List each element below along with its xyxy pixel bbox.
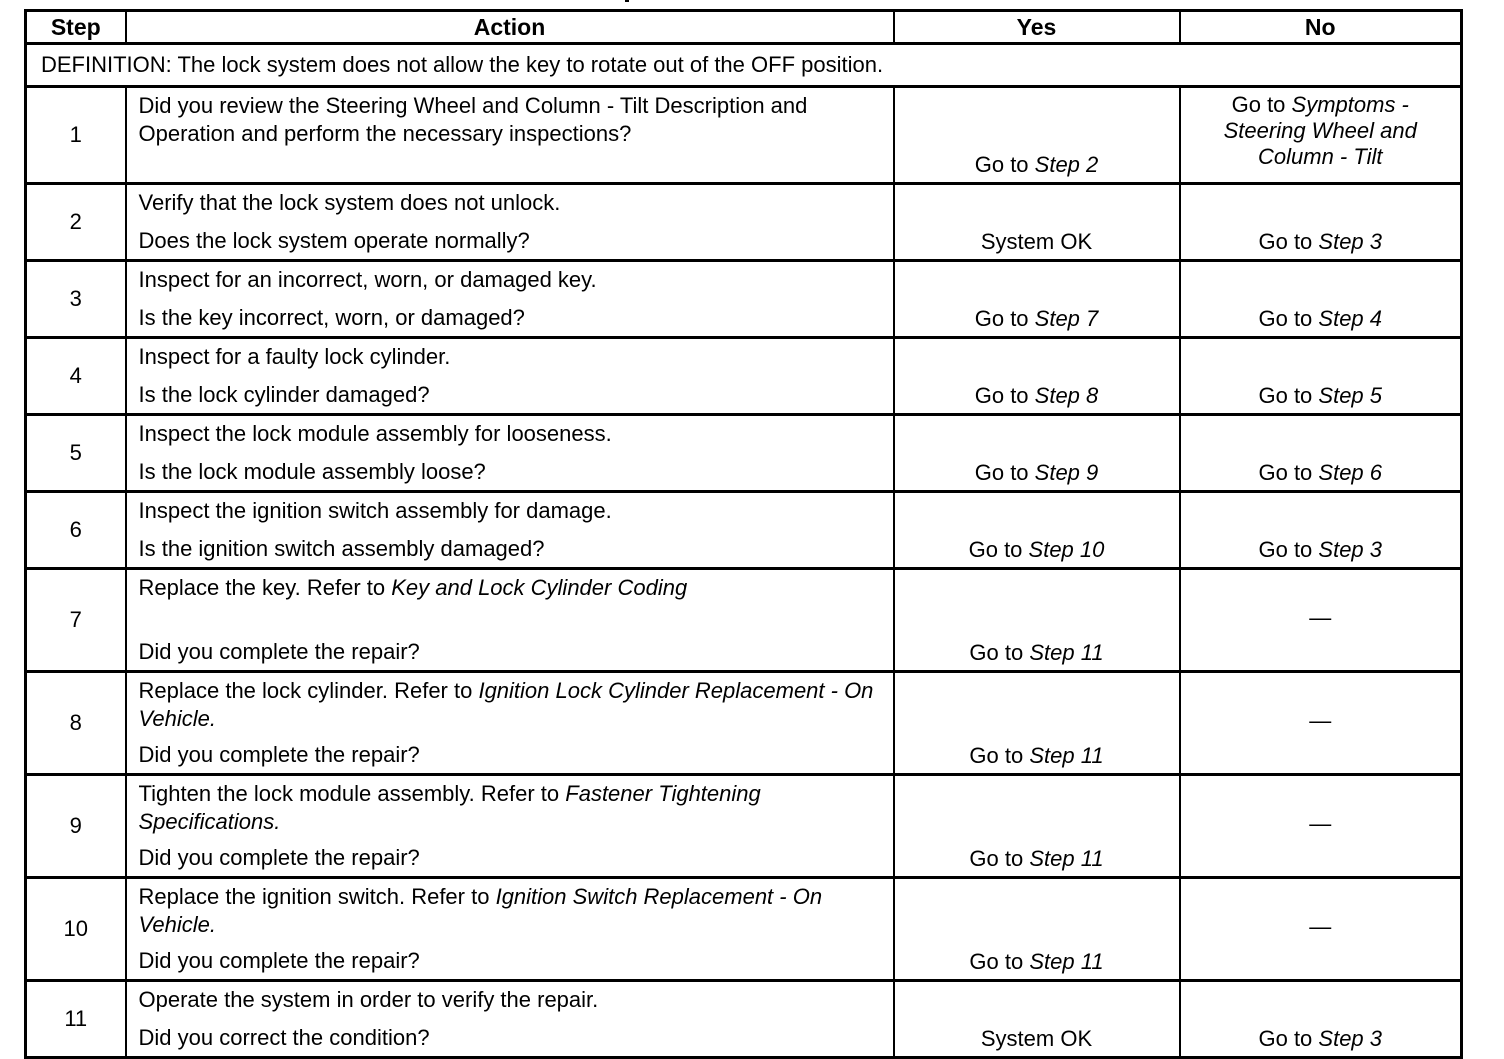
action-cell xyxy=(126,492,894,569)
yes-text: System OK xyxy=(980,1026,1093,1051)
step-number: 2 xyxy=(26,184,126,261)
action-cell xyxy=(126,338,894,415)
action-instruction: Verify that the lock system does not unlock. xyxy=(138,190,561,215)
step-number: 8 xyxy=(26,672,126,775)
no-dash: — xyxy=(1309,914,1332,939)
action-suffix: . xyxy=(274,809,281,834)
no-cell xyxy=(1180,981,1462,1058)
step-number: 4 xyxy=(26,338,126,415)
no-symptoms-link[interactable]: Symptoms - Steering Wheel and Column - Tilt xyxy=(1223,92,1417,169)
action-instruction xyxy=(139,677,881,733)
action-cell xyxy=(126,569,894,672)
no-cell xyxy=(1180,492,1462,569)
action-suffix: . xyxy=(209,706,216,731)
no-cell xyxy=(1180,878,1462,981)
yes-prefix: Go to xyxy=(969,949,1030,974)
no-prefix: Go to xyxy=(1258,306,1319,331)
action-cell xyxy=(126,184,894,261)
yes-cell xyxy=(894,415,1180,492)
scan-mark xyxy=(625,0,629,2)
table-row xyxy=(26,261,1462,338)
step-number: 1 xyxy=(26,87,126,184)
no-cell xyxy=(1180,87,1462,184)
action-instruction: Inspect the ignition switch assembly for damage. xyxy=(138,498,612,523)
header-step: Step xyxy=(26,11,126,44)
yes-prefix: Go to xyxy=(969,743,1030,768)
step-number: 6 xyxy=(26,492,126,569)
no-step-link[interactable]: Step 3 xyxy=(1318,229,1383,254)
no-step-link[interactable]: Step 4 xyxy=(1318,306,1383,331)
yes-cell xyxy=(894,672,1180,775)
table-row xyxy=(26,338,1462,415)
no-step-link[interactable]: Step 3 xyxy=(1318,1026,1383,1051)
no-prefix: Go to xyxy=(1258,460,1319,485)
definition-row xyxy=(26,44,1462,87)
yes-prefix: Go to xyxy=(974,383,1035,408)
yes-prefix: Go to xyxy=(968,537,1029,562)
yes-step-link[interactable]: Step 11 xyxy=(1029,640,1104,665)
table-row xyxy=(26,672,1462,775)
action-cell xyxy=(126,415,894,492)
no-prefix: Go to xyxy=(1258,537,1319,562)
yes-text: System OK xyxy=(980,229,1093,254)
action-instruction xyxy=(139,574,881,602)
no-dash: — xyxy=(1309,708,1332,733)
yes-prefix: Go to xyxy=(974,152,1035,177)
yes-step-link[interactable]: Step 9 xyxy=(1034,460,1099,485)
no-step-link[interactable]: Step 6 xyxy=(1318,460,1383,485)
yes-cell xyxy=(894,87,1180,184)
action-prefix: Replace the lock cylinder. Refer to xyxy=(138,678,479,703)
action-question: Is the lock module assembly loose? xyxy=(138,459,486,484)
yes-cell xyxy=(894,775,1180,878)
header-row xyxy=(26,11,1462,44)
action-cell xyxy=(126,775,894,878)
table-row xyxy=(26,415,1462,492)
step-number: 3 xyxy=(26,261,126,338)
yes-prefix: Go to xyxy=(974,306,1035,331)
action-question: Is the key incorrect, worn, or damaged? xyxy=(138,305,525,330)
table-row xyxy=(26,569,1462,672)
action-prefix: Tighten the lock module assembly. Refer to xyxy=(138,781,566,806)
action-cell xyxy=(126,981,894,1058)
action-question: Did you complete the repair? xyxy=(138,742,420,767)
action-reference-link[interactable]: Key and Lock Cylinder Coding xyxy=(391,575,688,600)
action-question: Does the lock system operate normally? xyxy=(138,228,530,253)
action-cell xyxy=(126,87,894,184)
action-reference-link[interactable]: Fastener Tightening Specifications xyxy=(138,781,761,834)
yes-cell xyxy=(894,184,1180,261)
yes-step-link[interactable]: Step 11 xyxy=(1029,846,1104,871)
yes-cell xyxy=(894,569,1180,672)
no-dash: — xyxy=(1309,605,1332,630)
definition-text: DEFINITION: The lock system does not allow the key to rotate out of the OFF position. xyxy=(26,44,1462,87)
action-prefix: Replace the ignition switch. Refer to xyxy=(138,884,496,909)
action-cell xyxy=(126,878,894,981)
step-number: 9 xyxy=(26,775,126,878)
diagnostic-table xyxy=(24,9,1463,1059)
yes-prefix: Go to xyxy=(969,640,1030,665)
no-prefix: Go to xyxy=(1258,383,1319,408)
no-cell xyxy=(1180,569,1462,672)
no-step-link[interactable]: Step 5 xyxy=(1318,383,1383,408)
action-question: Is the lock cylinder damaged? xyxy=(138,382,430,407)
yes-step-link[interactable]: Step 10 xyxy=(1028,537,1105,562)
action-reference-link[interactable]: Ignition Lock Cylinder Replacement - On Vehicle xyxy=(138,678,874,731)
step-number: 11 xyxy=(26,981,126,1058)
action-question: Is the ignition switch assembly damaged? xyxy=(138,536,545,561)
yes-cell xyxy=(894,878,1180,981)
action-instruction: Inspect for a faulty lock cylinder. xyxy=(138,344,451,369)
table-row xyxy=(26,981,1462,1058)
action-instruction xyxy=(139,780,881,836)
yes-cell xyxy=(894,492,1180,569)
action-instruction: Inspect the lock module assembly for looseness. xyxy=(138,421,612,446)
step-number: 10 xyxy=(26,878,126,981)
yes-step-link[interactable]: Step 11 xyxy=(1029,743,1104,768)
table-row xyxy=(26,87,1462,184)
step-number: 7 xyxy=(26,569,126,672)
yes-step-link[interactable]: Step 8 xyxy=(1034,383,1099,408)
yes-step-link[interactable]: Step 11 xyxy=(1029,949,1104,974)
table-row xyxy=(26,184,1462,261)
no-prefix: Go to xyxy=(1258,229,1319,254)
action-question: Did you complete the repair? xyxy=(138,845,420,870)
no-cell xyxy=(1180,775,1462,878)
table-row xyxy=(26,492,1462,569)
action-instruction: Operate the system in order to verify the repair. xyxy=(138,987,599,1012)
action-cell xyxy=(126,261,894,338)
no-cell xyxy=(1180,415,1462,492)
action-question: Did you complete the repair? xyxy=(138,948,420,973)
step-number: 5 xyxy=(26,415,126,492)
header-yes: Yes xyxy=(894,11,1180,44)
no-cell xyxy=(1180,261,1462,338)
diagnostic-table-container xyxy=(24,9,1460,1059)
action-question: Did you correct the condition? xyxy=(138,1025,430,1050)
action-text: Did you review the Steering Wheel and Column - Tilt Description and Operation and perform the necessary inspections? xyxy=(138,93,808,146)
no-dash: — xyxy=(1309,811,1332,836)
yes-cell xyxy=(894,338,1180,415)
table-row xyxy=(26,878,1462,981)
no-step-link[interactable]: Step 3 xyxy=(1318,537,1383,562)
action-question: Did you complete the repair? xyxy=(138,639,420,664)
yes-prefix: Go to xyxy=(974,460,1035,485)
table-row xyxy=(26,775,1462,878)
action-instruction xyxy=(139,883,881,939)
action-prefix: Replace the key. Refer to xyxy=(138,575,392,600)
action-cell xyxy=(126,672,894,775)
yes-cell xyxy=(894,261,1180,338)
action-instruction: Inspect for an incorrect, worn, or damaged key. xyxy=(138,267,597,292)
no-prefix: Go to xyxy=(1231,92,1292,117)
yes-prefix: Go to xyxy=(969,846,1030,871)
no-prefix: Go to xyxy=(1258,1026,1319,1051)
header-action: Action xyxy=(126,11,894,44)
no-cell xyxy=(1180,184,1462,261)
yes-step-link[interactable]: Step 2 xyxy=(1034,152,1099,177)
no-cell xyxy=(1180,338,1462,415)
action-suffix: . xyxy=(209,912,216,937)
yes-step-link[interactable]: Step 7 xyxy=(1034,306,1099,331)
header-no: No xyxy=(1180,11,1462,44)
action-reference-link[interactable]: Ignition Switch Replacement - On Vehicle xyxy=(138,884,823,937)
yes-cell xyxy=(894,981,1180,1058)
no-cell xyxy=(1180,672,1462,775)
